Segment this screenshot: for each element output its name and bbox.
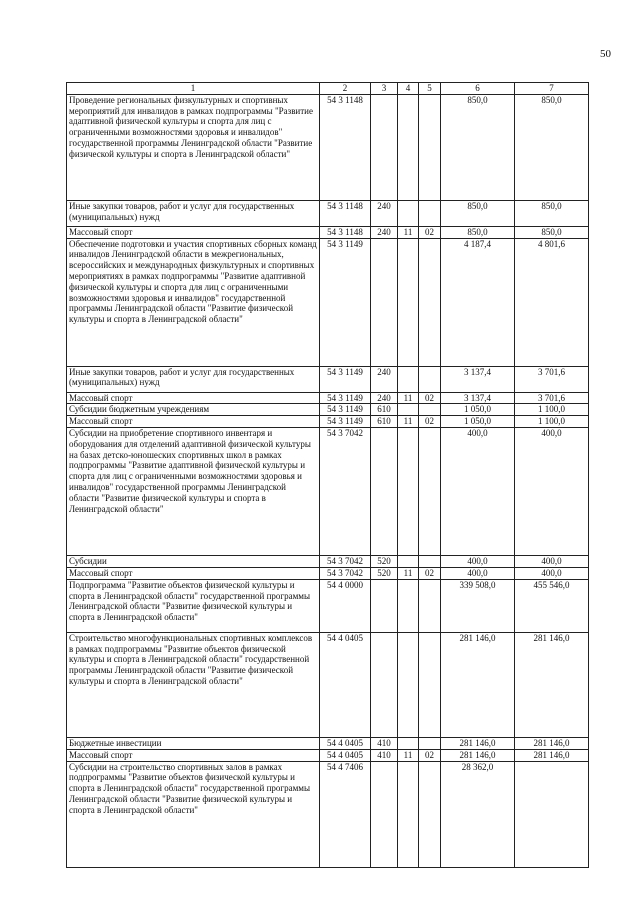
vr-cell: 410: [371, 749, 398, 761]
row-name-cell: Бюджетные инвестиции: [67, 737, 320, 749]
pr-cell: [419, 94, 441, 200]
rz-cell: 11: [398, 226, 419, 238]
table-row: [67, 366, 589, 392]
pr-cell: 02: [419, 416, 441, 428]
value-2-cell: 850,0: [515, 94, 589, 200]
table-row: [67, 238, 589, 366]
csr-cell: 54 3 1148: [320, 226, 371, 238]
row-name-cell: Иные закупки товаров, работ и услуг для государственных (муниципальных) нужд: [67, 366, 320, 392]
value-1-cell: 1 050,0: [441, 416, 515, 428]
vr-cell: 240: [371, 226, 398, 238]
row-name-cell: Субсидии на приобретение спортивного инвентаря и оборудования для отделений адаптивной физической культуры на базах детско-юношеских спортивных школ в рамках подпрограммы "Развитие адаптивной физической культуры и спорта для лиц с ограниченными возможностями здоровья и инвалидов" государственной программы Ленинградской области "Развитие физической культуры и спорта в Ленинградской области": [67, 427, 320, 555]
value-1-cell: 28 362,0: [441, 761, 515, 867]
value-2-cell: [515, 761, 589, 867]
rz-cell: [398, 579, 419, 632]
value-2-cell: 3 701,6: [515, 392, 589, 404]
row-name-cell: Массовый спорт: [67, 567, 320, 579]
csr-cell: 54 3 1149: [320, 404, 371, 416]
csr-cell: 54 4 7406: [320, 761, 371, 867]
value-1-cell: 400,0: [441, 567, 515, 579]
value-1-cell: 4 187,4: [441, 238, 515, 366]
vr-cell: [371, 94, 398, 200]
table-row: [67, 200, 589, 226]
value-2-cell: 1 100,0: [515, 416, 589, 428]
value-1-cell: 850,0: [441, 94, 515, 200]
pr-cell: [419, 579, 441, 632]
row-name-cell: Субсидии: [67, 555, 320, 567]
page-number: 50: [600, 48, 611, 60]
table-row: [67, 392, 589, 404]
csr-cell: 54 3 7042: [320, 567, 371, 579]
pr-cell: 02: [419, 749, 441, 761]
table-row: [67, 632, 589, 737]
vr-cell: 610: [371, 416, 398, 428]
pr-cell: 02: [419, 226, 441, 238]
pr-cell: 02: [419, 392, 441, 404]
table-row: [67, 555, 589, 567]
value-1-cell: 1 050,0: [441, 404, 515, 416]
csr-cell: 54 3 1149: [320, 366, 371, 392]
vr-cell: 240: [371, 200, 398, 226]
value-1-cell: 339 508,0: [441, 579, 515, 632]
value-2-cell: 400,0: [515, 427, 589, 555]
pr-cell: [419, 555, 441, 567]
rz-cell: [398, 94, 419, 200]
value-2-cell: 281 146,0: [515, 632, 589, 737]
csr-cell: 54 3 1149: [320, 238, 371, 366]
header-cell: 1: [67, 83, 320, 95]
pr-cell: [419, 238, 441, 366]
rz-cell: [398, 555, 419, 567]
row-name-cell: Массовый спорт: [67, 749, 320, 761]
budget-table: [66, 82, 589, 868]
value-2-cell: 400,0: [515, 555, 589, 567]
table-header-row: [67, 83, 589, 95]
rz-cell: [398, 200, 419, 226]
vr-cell: [371, 579, 398, 632]
csr-cell: 54 3 7042: [320, 555, 371, 567]
rz-cell: 11: [398, 749, 419, 761]
vr-cell: [371, 761, 398, 867]
pr-cell: [419, 200, 441, 226]
table-row: [67, 567, 589, 579]
value-1-cell: 281 146,0: [441, 749, 515, 761]
pr-cell: [419, 632, 441, 737]
value-1-cell: 850,0: [441, 226, 515, 238]
vr-cell: 410: [371, 737, 398, 749]
csr-cell: 54 3 1149: [320, 416, 371, 428]
vr-cell: [371, 427, 398, 555]
table-row: [67, 737, 589, 749]
value-1-cell: 281 146,0: [441, 632, 515, 737]
table-row: [67, 749, 589, 761]
vr-cell: 240: [371, 366, 398, 392]
value-1-cell: 281 146,0: [441, 737, 515, 749]
vr-cell: 520: [371, 567, 398, 579]
csr-cell: 54 4 0405: [320, 737, 371, 749]
table-row: [67, 404, 589, 416]
value-2-cell: 1 100,0: [515, 404, 589, 416]
rz-cell: 11: [398, 416, 419, 428]
csr-cell: 54 3 1148: [320, 200, 371, 226]
header-cell: 5: [419, 83, 441, 95]
table-row: [67, 427, 589, 555]
row-name-cell: Массовый спорт: [67, 392, 320, 404]
value-2-cell: 3 701,6: [515, 366, 589, 392]
csr-cell: 54 4 0405: [320, 632, 371, 737]
row-name-cell: Обеспечение подготовки и участия спортивных сборных команд инвалидов Ленинградской области в межрегиональных, всероссийских и международных физкультурных и спортивных мероприятиях в рамках подпрограммы "Развитие адаптивной физической культуры и спорта для лиц с ограниченными возможностями здоровья и инвалидов" государственной программы Ленинградской области "Развитие физической культуры и спорта в Ленинградской области": [67, 238, 320, 366]
value-2-cell: 850,0: [515, 226, 589, 238]
pr-cell: [419, 737, 441, 749]
header-cell: 4: [398, 83, 419, 95]
table-row: [67, 226, 589, 238]
value-2-cell: 281 146,0: [515, 749, 589, 761]
value-1-cell: 400,0: [441, 555, 515, 567]
header-cell: 6: [441, 83, 515, 95]
csr-cell: 54 4 0405: [320, 749, 371, 761]
rz-cell: [398, 427, 419, 555]
header-cell: 7: [515, 83, 589, 95]
pr-cell: [419, 366, 441, 392]
value-2-cell: 400,0: [515, 567, 589, 579]
row-name-cell: Подпрограмма "Развитие объектов физической культуры и спорта в Ленинградской области" государственной программы Ленинградской области "Развитие физической культуры и спорта в Ленинградской области": [67, 579, 320, 632]
header-cell: 3: [371, 83, 398, 95]
vr-cell: 610: [371, 404, 398, 416]
row-name-cell: Субсидии на строительство спортивных залов в рамках подпрограммы "Развитие объектов физической культуры и спорта в Ленинградской области" государственной программы Ленинградской области "Развитие физической культуры и спорта в Ленинградской области": [67, 761, 320, 867]
row-name-cell: Иные закупки товаров, работ и услуг для государственных (муниципальных) нужд: [67, 200, 320, 226]
rz-cell: [398, 238, 419, 366]
rz-cell: [398, 761, 419, 867]
table-row: [67, 761, 589, 867]
value-1-cell: 3 137,4: [441, 366, 515, 392]
rz-cell: [398, 366, 419, 392]
table-row: [67, 94, 589, 200]
csr-cell: 54 3 1149: [320, 392, 371, 404]
value-1-cell: 3 137,4: [441, 392, 515, 404]
row-name-cell: Массовый спорт: [67, 416, 320, 428]
value-2-cell: 455 546,0: [515, 579, 589, 632]
csr-cell: 54 3 7042: [320, 427, 371, 555]
csr-cell: 54 4 0000: [320, 579, 371, 632]
pr-cell: [419, 427, 441, 555]
rz-cell: [398, 632, 419, 737]
header-cell: 2: [320, 83, 371, 95]
value-2-cell: 850,0: [515, 200, 589, 226]
csr-cell: 54 3 1148: [320, 94, 371, 200]
row-name-cell: Массовый спорт: [67, 226, 320, 238]
row-name-cell: Проведение региональных физкультурных и спортивных мероприятий для инвалидов в рамках подпрограммы "Развитие адаптивной физической культуры и спорта для лиц с ограниченными возможностями здоровья и инвалидов" государственной программы Ленинградской области "Развитие физической культуры и спорта в Ленинградской области": [67, 94, 320, 200]
value-2-cell: 281 146,0: [515, 737, 589, 749]
pr-cell: 02: [419, 567, 441, 579]
table-row: [67, 579, 589, 632]
rz-cell: 11: [398, 567, 419, 579]
pr-cell: [419, 761, 441, 867]
vr-cell: 240: [371, 392, 398, 404]
pr-cell: [419, 404, 441, 416]
vr-cell: [371, 632, 398, 737]
value-1-cell: 850,0: [441, 200, 515, 226]
value-2-cell: 4 801,6: [515, 238, 589, 366]
vr-cell: [371, 238, 398, 366]
row-name-cell: Субсидии бюджетным учреждениям: [67, 404, 320, 416]
row-name-cell: Строительство многофункциональных спортивных комплексов в рамках подпрограммы "Развитие объектов физической культуры и спорта в Ленинградской области" государственной программы Ленинградской области "Развитие физической культуры и спорта в Ленинградской области": [67, 632, 320, 737]
rz-cell: [398, 404, 419, 416]
value-1-cell: 400,0: [441, 427, 515, 555]
vr-cell: 520: [371, 555, 398, 567]
rz-cell: [398, 737, 419, 749]
table-row: [67, 416, 589, 428]
rz-cell: 11: [398, 392, 419, 404]
